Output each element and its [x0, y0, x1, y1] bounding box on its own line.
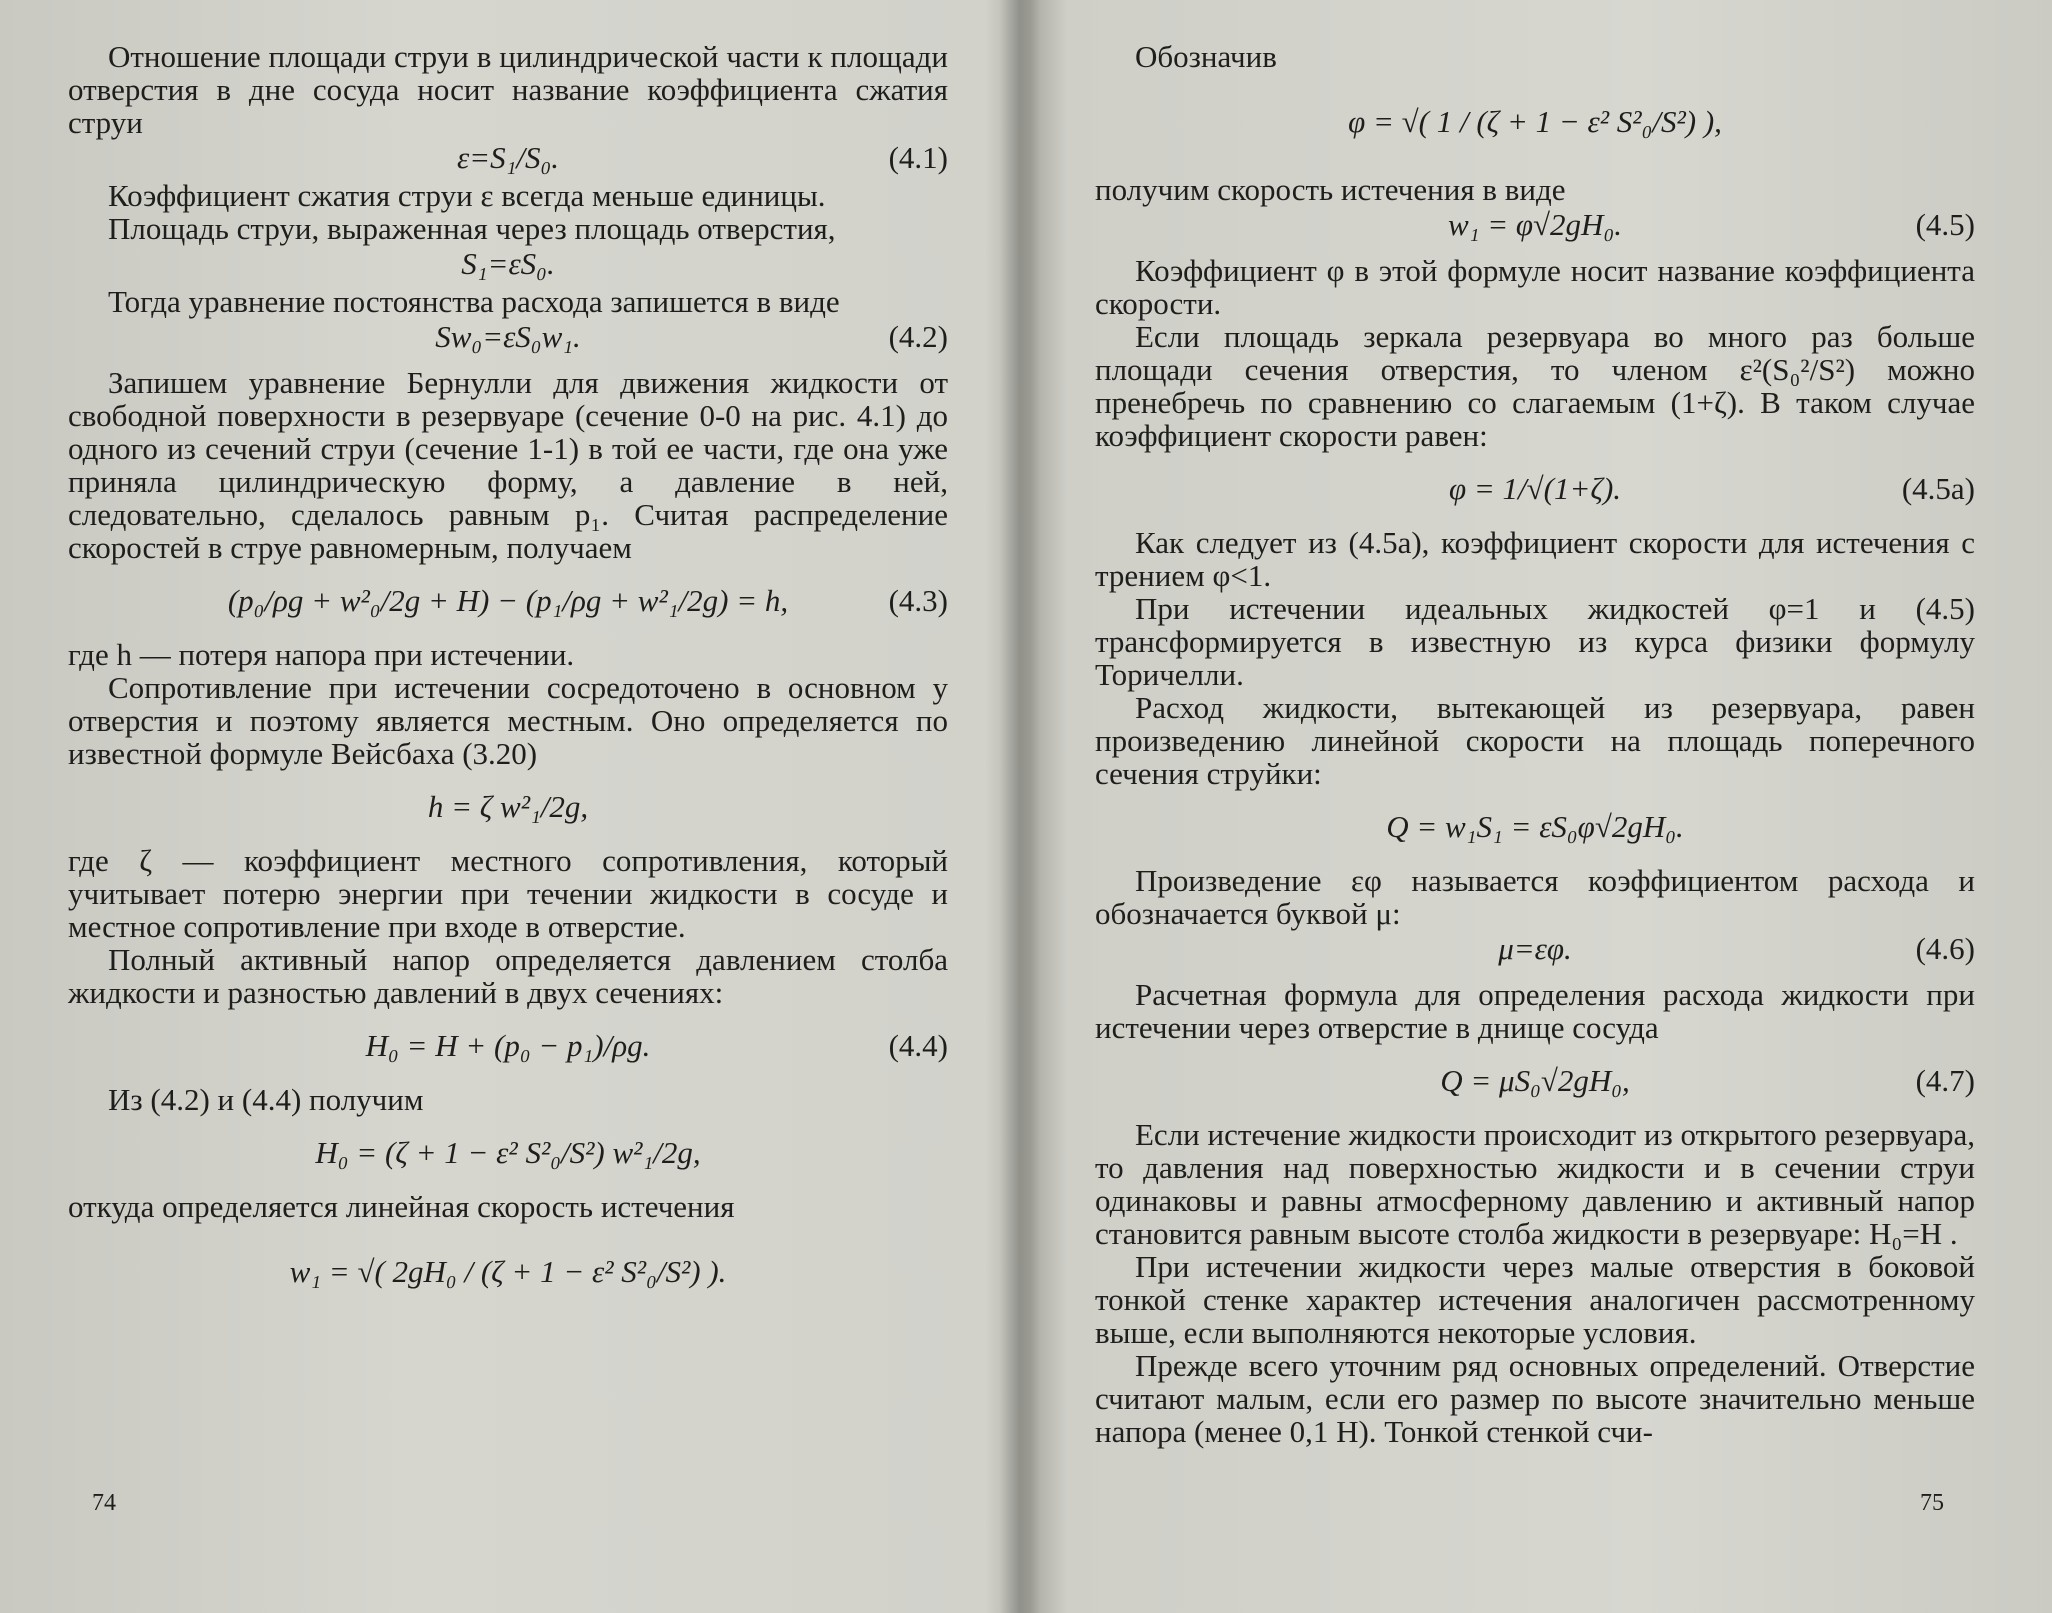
right-paragraph: Как следует из (4.5a), коэффициент скорости для истечения с трением φ<1. — [1095, 525, 1975, 593]
equation-h0 — [68, 1118, 948, 1188]
equation-flow-rate — [1095, 792, 1975, 862]
left-paragraph: где ζ — коэффициент местного сопротивления, который учитывает потерю энергии при течении жидкости в сосуде и местное сопротивление при входе в отверстие. — [68, 843, 948, 944]
equation-w1 — [68, 1225, 948, 1321]
equation-expression: w₁ = √( 2gH₀ / (ζ + 1 − ε² S²₀/S²) ). — [289, 1254, 727, 1289]
equation-expression: Sw₀=εS₀w₁. — [435, 319, 581, 354]
page-number-left: 74 — [92, 1490, 116, 1516]
right-paragraph: Если истечение жидкости происходит из открытого резервуара, то давления над поверхностью жидкости и в сечении струи одинаковы и равны атмосферному давлению и активный напор становится равным высоте столба жидкости в резервуаре: H₀=H . — [1095, 1117, 1975, 1251]
right-paragraph: Произведение εφ называется коэффициентом расхода и обозначается буквой μ: — [1095, 863, 1975, 931]
left-paragraph: Полный активный напор определяется давлением столба жидкости и разностью давлений в двух сечениях: — [68, 942, 948, 1010]
equation-number: (4.6) — [1915, 931, 1975, 966]
equation-4-6 — [1095, 932, 1975, 968]
equation-expression: H₀ = H + (p₀ − p₁)/ρg. — [365, 1028, 651, 1063]
equation-expression: μ=εφ. — [1498, 931, 1572, 966]
equation-expression: φ = 1/√(1+ζ). — [1448, 471, 1622, 506]
equation-number: (4.2) — [888, 319, 948, 354]
left-paragraph: Площадь струи, выраженная через площадь отверстия, — [108, 211, 836, 246]
right-paragraph: получим скорость истечения в виде — [1095, 172, 1566, 207]
right-paragraph: Прежде всего уточним ряд основных определений. Отверстие считают малым, если его размер по высоте значительно меньше напора (менее 0,1 H). Тонкой стенкой счи- — [1095, 1348, 1975, 1449]
right-page — [1095, 40, 1975, 1448]
page-number-right: 75 — [1920, 1490, 1944, 1516]
equation-4-5 — [1095, 208, 1975, 244]
left-paragraph: Тогда уравнение постоянства расхода запишется в виде — [108, 284, 840, 319]
equation-number: (4.7) — [1915, 1063, 1975, 1098]
equation-4-5a — [1095, 454, 1975, 524]
left-paragraph: Коэффициент сжатия струи ε всегда меньше единицы. — [108, 178, 826, 213]
left-paragraph: Отношение площади струи в цилиндрической части к площади отверстия в дне сосуда носит название коэффициента сжатия струи — [68, 39, 948, 140]
equation-expression: Q = μS₀√2gH₀, — [1440, 1063, 1630, 1098]
equation-expression: Q = w₁S₁ = εS₀φ√2gH₀. — [1386, 809, 1684, 844]
right-paragraph: Расход жидкости, вытекающей из резервуара, равен произведению линейной скорости на площадь поперечного сечения струйки: — [1095, 690, 1975, 791]
left-paragraph: где h — потеря напора при истечении. — [68, 637, 575, 672]
equation-expression: H₀ = (ζ + 1 − ε² S²₀/S²) w²₁/2g, — [315, 1135, 701, 1170]
equation-4-1 — [68, 141, 948, 177]
equation-weisbach — [68, 772, 948, 842]
equation-phi — [1095, 75, 1975, 171]
equation-4-3 — [68, 566, 948, 636]
left-paragraph: Сопротивление при истечении сосредоточено в основном у отверстия и поэтому является местным. Оно определяется по известной формуле Вейсбаха (3.20) — [68, 670, 948, 771]
right-paragraph: При истечении жидкости через малые отверстия в боковой тонкой стенке характер истечения аналогичен рассмотренному выше, если выполняются некоторые условия. — [1095, 1249, 1975, 1350]
equation-expression: (p₀/ρg + w²₀/2g + H) − (p₁/ρg + w²₁/2g) = h, — [227, 583, 789, 618]
equation-number: (4.4) — [888, 1028, 948, 1063]
equation-expression: h = ζ w²₁/2g, — [427, 789, 589, 824]
left-page — [68, 40, 948, 1323]
equation-number: (4.5) — [1915, 207, 1975, 242]
right-paragraph: При истечении идеальных жидкостей φ=1 и (4.5) трансформируется в известную из курса физики формулу Торичелли. — [1095, 591, 1975, 692]
left-paragraph: откуда определяется линейная скорость истечения — [68, 1189, 735, 1224]
equation-4-7 — [1095, 1046, 1975, 1116]
right-paragraph: Коэффициент φ в этой формуле носит название коэффициента скорости. — [1095, 253, 1975, 321]
equation-expression: w₁ = φ√2gH₀. — [1448, 207, 1622, 242]
equation-expression: φ = √( 1 / (ζ + 1 − ε² S²₀/S²) ), — [1348, 104, 1722, 139]
left-paragraph: Из (4.2) и (4.4) получим — [108, 1082, 424, 1117]
equation-expression: ε=S₁/S₀. — [456, 140, 560, 175]
equation-number: (4.1) — [888, 140, 948, 175]
right-paragraph: Расчетная формула для определения расхода жидкости при истечении через отверстие в днище сосуда — [1095, 977, 1975, 1045]
equation-4-2 — [68, 320, 948, 356]
equation-number: (4.5a) — [1901, 471, 1975, 506]
equation-expression: S₁=εS₀. — [461, 246, 555, 281]
book-gutter — [1000, 0, 1040, 1613]
equation-number: (4.3) — [888, 583, 948, 618]
right-paragraph: Если площадь зеркала резервуара во много раз больше площади сечения отверстия, то членом ε²(S₀²/S²) можно пренебречь по сравнению со слагаемым (1+ζ). В таком случае коэффициент скорости равен: — [1095, 319, 1975, 453]
equation-4-4 — [68, 1011, 948, 1081]
equation-s1 — [68, 247, 948, 283]
left-paragraph: Запишем уравнение Бернулли для движения жидкости от свободной поверхности в резервуаре (сечение 0-0 на рис. 4.1) до одного из сечений струи (сечение 1-1) в той ее части, где она уже приняла цилиндрическую форму, а давление в ней, следовательно, сделалось равным p₁. Считая распределение скоростей в струе равномерным, получаем — [68, 365, 948, 565]
right-paragraph: Обозначив — [1135, 39, 1277, 74]
